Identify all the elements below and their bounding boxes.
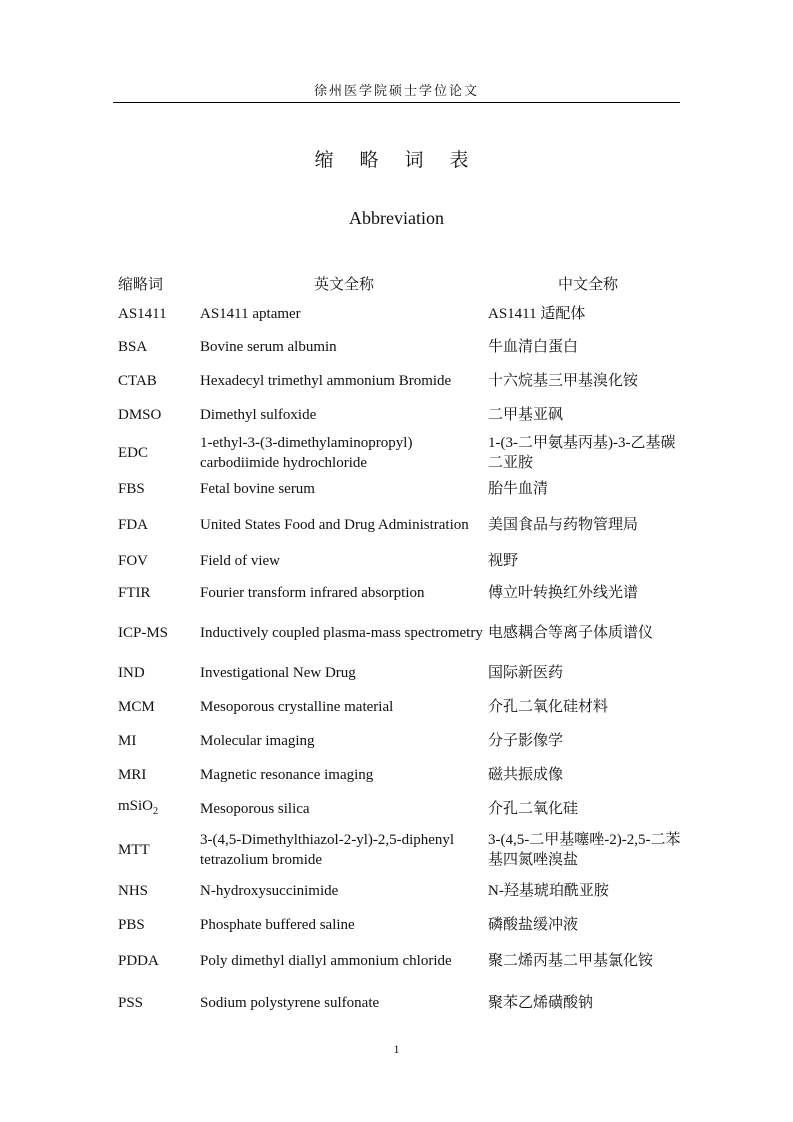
abbr-cell: BSA <box>118 339 148 355</box>
chinese-cell: 磷酸盐缓冲液 <box>488 917 579 933</box>
chinese-cell: 电感耦合等离子体质谱仪 <box>488 625 654 641</box>
chinese-cell: 分子影像学 <box>488 733 564 749</box>
english-cell: Dimethyl sulfoxide <box>200 407 317 423</box>
abbr-cell: PBS <box>118 917 145 933</box>
column-header-chinese: 中文全称 <box>557 277 618 293</box>
abbr-cell: EDC <box>118 445 148 461</box>
chinese-cell: 牛血清白蛋白 <box>488 339 579 355</box>
abbr-cell: MTT <box>118 842 150 858</box>
english-cell: Fourier transform infrared absorption <box>200 585 425 601</box>
abbr-cell: MRI <box>118 767 147 783</box>
column-header-abbr: 缩略词 <box>118 277 164 293</box>
chinese-cell: 十六烷基三甲基溴化铵 <box>488 373 639 389</box>
english-cell: Inductively coupled plasma-mass spectrometry <box>200 625 483 641</box>
abbr-cell: CTAB <box>118 373 157 389</box>
chinese-cell: 磁共振成像 <box>488 767 564 783</box>
table-row <box>118 758 688 792</box>
table-row <box>118 398 688 432</box>
english-cell: Mesoporous crystalline material <box>200 699 394 715</box>
chinese-cell: 聚二烯丙基二甲基氯化铵 <box>488 953 654 969</box>
abbr-cell: FTIR <box>118 585 151 601</box>
english-cell: Magnetic resonance imaging <box>200 767 374 783</box>
chinese-cell: 介孔二氧化硅 <box>488 801 579 817</box>
english-cell: Mesoporous silica <box>200 801 310 817</box>
english-cell: 1-ethyl-3-(3-dimethylaminopropyl) carbodiimide hydrochloride <box>200 435 413 471</box>
abbr-cell: FOV <box>118 553 149 569</box>
english-cell: 3-(4,5-Dimethylthiazol-2-yl)-2,5-diphenyl tetrazolium bromide <box>200 832 455 868</box>
abbr-cell: ICP-MS <box>118 625 169 641</box>
table-row <box>118 792 688 826</box>
table-row <box>118 298 688 330</box>
abbr-cell: IND <box>118 665 145 681</box>
abbreviation-table <box>118 272 688 1026</box>
chinese-cell: 胎牛血清 <box>488 481 549 497</box>
english-cell: Phosphate buffered saline <box>200 917 355 933</box>
abbr-cell: FDA <box>118 517 149 533</box>
english-cell: United States Food and Drug Administration <box>200 517 469 533</box>
english-cell: Investigational New Drug <box>200 665 356 681</box>
chinese-cell: N-羟基琥珀酰亚胺 <box>488 883 609 899</box>
page-title: 缩 略 词 表 <box>314 149 479 171</box>
table-row <box>118 546 688 576</box>
chinese-cell: 二甲基亚砜 <box>488 407 564 423</box>
table-row <box>118 690 688 724</box>
page-number: 1 <box>393 1042 400 1056</box>
table-row <box>118 330 688 364</box>
table-row <box>118 826 688 874</box>
abbr-subscript: 2 <box>153 806 159 817</box>
header-rule <box>113 102 680 103</box>
table-row <box>118 942 688 980</box>
chinese-cell: AS1411 适配体 <box>488 306 586 322</box>
table-row <box>118 908 688 942</box>
abbr-cell: PDDA <box>118 953 159 969</box>
abbr-cell: PSS <box>118 995 144 1011</box>
chinese-cell: 1-(3-二甲氨基丙基)-3-乙基碳二亚胺 <box>488 435 676 471</box>
chinese-cell: 美国食品与药物管理局 <box>488 517 639 533</box>
chinese-cell: 聚苯乙烯磺酸钠 <box>488 995 594 1011</box>
table-row <box>118 610 688 656</box>
table-row <box>118 724 688 758</box>
table-row <box>118 874 688 908</box>
table-row <box>118 576 688 610</box>
abbr-cell <box>118 792 200 826</box>
page-subtitle: Abbreviation <box>349 208 444 228</box>
abbr-cell: DMSO <box>118 407 162 423</box>
abbr-text: mSiO <box>118 798 154 814</box>
column-header-english: 英文全称 <box>313 277 374 293</box>
english-cell: Sodium polystyrene sulfonate <box>200 995 380 1011</box>
abbr-cell: FBS <box>118 481 145 497</box>
english-cell: N-hydroxysuccinimide <box>200 883 339 899</box>
abbr-cell: MCM <box>118 699 155 715</box>
chinese-cell: 视野 <box>488 553 519 569</box>
chinese-cell: 3-(4,5-二甲基噻唑-2)-2,5-二苯基四氮唑溴盐 <box>488 832 681 868</box>
abbr-cell: AS1411 <box>118 306 167 322</box>
table-row <box>118 656 688 690</box>
running-header: 徐州医学院硕士学位论文 <box>313 83 479 98</box>
english-cell: Molecular imaging <box>200 733 315 749</box>
table-row <box>118 364 688 398</box>
english-cell: Poly dimethyl diallyl ammonium chloride <box>200 953 452 969</box>
english-cell: Fetal bovine serum <box>200 481 315 497</box>
english-cell: AS1411 aptamer <box>200 306 301 322</box>
chinese-cell: 介孔二氧化硅材料 <box>488 699 609 715</box>
chinese-cell: 国际新医药 <box>488 665 564 681</box>
table-row <box>118 504 688 546</box>
table-row <box>118 432 688 474</box>
english-cell: Hexadecyl trimethyl ammonium Bromide <box>200 373 452 389</box>
table-row <box>118 474 688 504</box>
table-row <box>118 980 688 1026</box>
chinese-cell: 傅立叶转换红外线光谱 <box>488 585 639 601</box>
abbr-cell: NHS <box>118 883 149 899</box>
english-cell: Bovine serum albumin <box>200 339 337 355</box>
table-header-row <box>118 272 688 298</box>
english-cell: Field of view <box>200 553 280 569</box>
abbr-cell: MI <box>118 733 137 749</box>
